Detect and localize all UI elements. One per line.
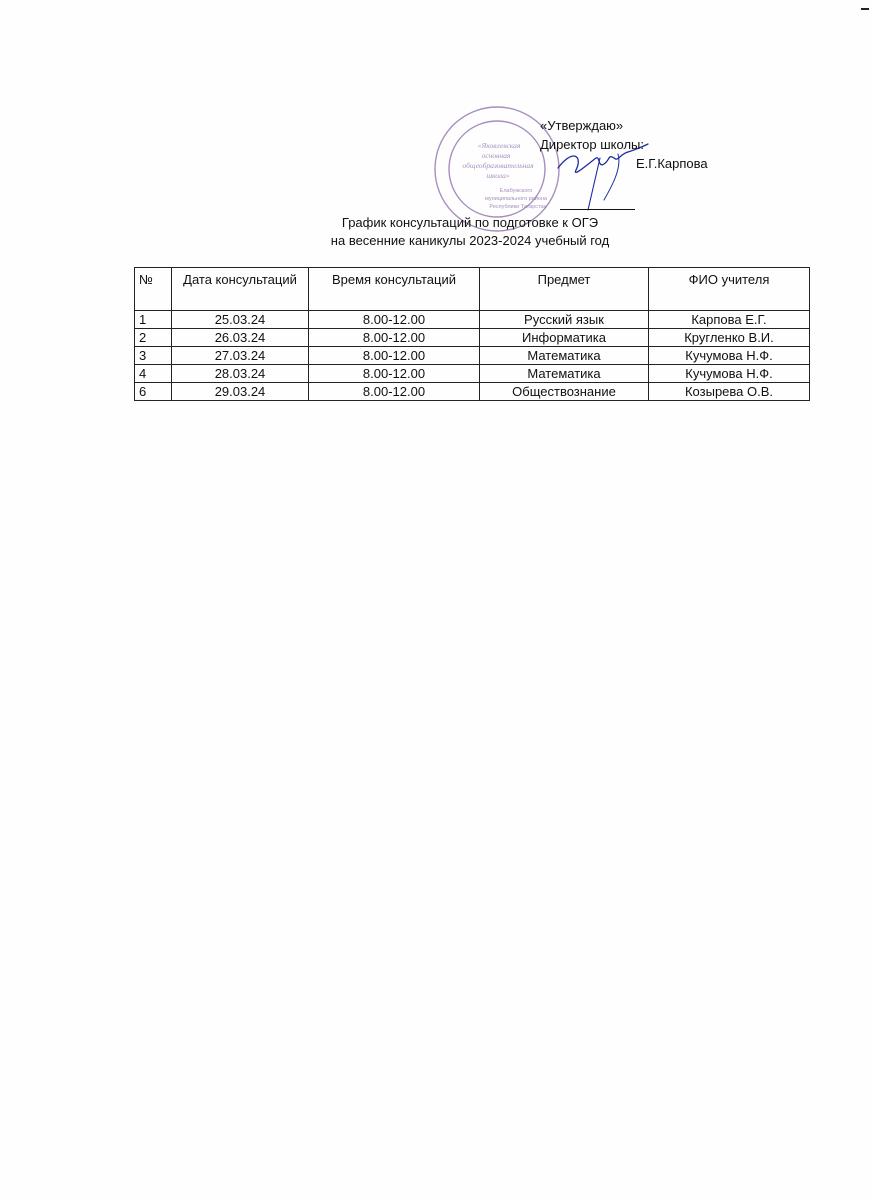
scan-edge-mark [861, 8, 869, 10]
svg-text:Елабужского: Елабужского [499, 188, 533, 194]
cell-subject: Русский язык [480, 311, 649, 329]
cell-time: 8.00-12.00 [309, 347, 480, 365]
cell-teacher: Карпова Е.Г. [649, 311, 810, 329]
cell-number: 1 [135, 311, 172, 329]
svg-text:«Яковлевская: «Яковлевская [477, 141, 521, 150]
table-header-row [135, 268, 810, 311]
cell-time: 8.00-12.00 [309, 383, 480, 401]
cell-teacher: Козырева О.В. [649, 383, 810, 401]
director-name: Е.Г.Карпова [636, 156, 708, 171]
cell-date: 29.03.24 [172, 383, 309, 401]
approval-block [470, 118, 730, 178]
document-title [250, 214, 690, 250]
table-row [135, 383, 810, 401]
title-line-2: на весенние каникулы 2023-2024 учебный год [330, 233, 610, 248]
signature-underline [560, 209, 635, 210]
cell-number: 2 [135, 329, 172, 347]
consultation-schedule-table [134, 267, 810, 401]
header-time: Время консультаций [309, 268, 480, 311]
table-row [135, 329, 810, 347]
cell-subject: Информатика [480, 329, 649, 347]
cell-time: 8.00-12.00 [309, 329, 480, 347]
cell-date: 26.03.24 [172, 329, 309, 347]
approval-title: «Утверждаю» [540, 118, 624, 133]
svg-text:общеобразовательная: общеобразовательная [462, 161, 534, 170]
cell-subject: Обществознание [480, 383, 649, 401]
cell-number: 6 [135, 383, 172, 401]
title-line-1: График консультаций по подготовке к ОГЭ [341, 215, 599, 230]
cell-time: 8.00-12.00 [309, 311, 480, 329]
cell-teacher: Кругленко В.И. [649, 329, 810, 347]
header-teacher: ФИО учителя [649, 268, 810, 311]
svg-text:муниципального района: муниципального района [485, 196, 547, 202]
svg-text:основная: основная [481, 151, 511, 160]
cell-subject: Математика [480, 347, 649, 365]
cell-subject: Математика [480, 365, 649, 383]
approval-position: Директор школы: [540, 137, 644, 152]
svg-text:Республики Татарстан: Республики Татарстан [489, 204, 547, 210]
cell-number: 4 [135, 365, 172, 383]
svg-text:школа»: школа» [486, 171, 510, 180]
cell-time: 8.00-12.00 [309, 365, 480, 383]
cell-date: 27.03.24 [172, 347, 309, 365]
cell-teacher: Кучумова Н.Ф. [649, 347, 810, 365]
table-row [135, 365, 810, 383]
header-date: Дата консультаций [172, 268, 309, 311]
cell-number: 3 [135, 347, 172, 365]
cell-teacher: Кучумова Н.Ф. [649, 365, 810, 383]
table-row [135, 311, 810, 329]
cell-date: 28.03.24 [172, 365, 309, 383]
cell-date: 25.03.24 [172, 311, 309, 329]
table-row [135, 347, 810, 365]
header-subject: Предмет [480, 268, 649, 311]
header-number: № [135, 268, 172, 311]
